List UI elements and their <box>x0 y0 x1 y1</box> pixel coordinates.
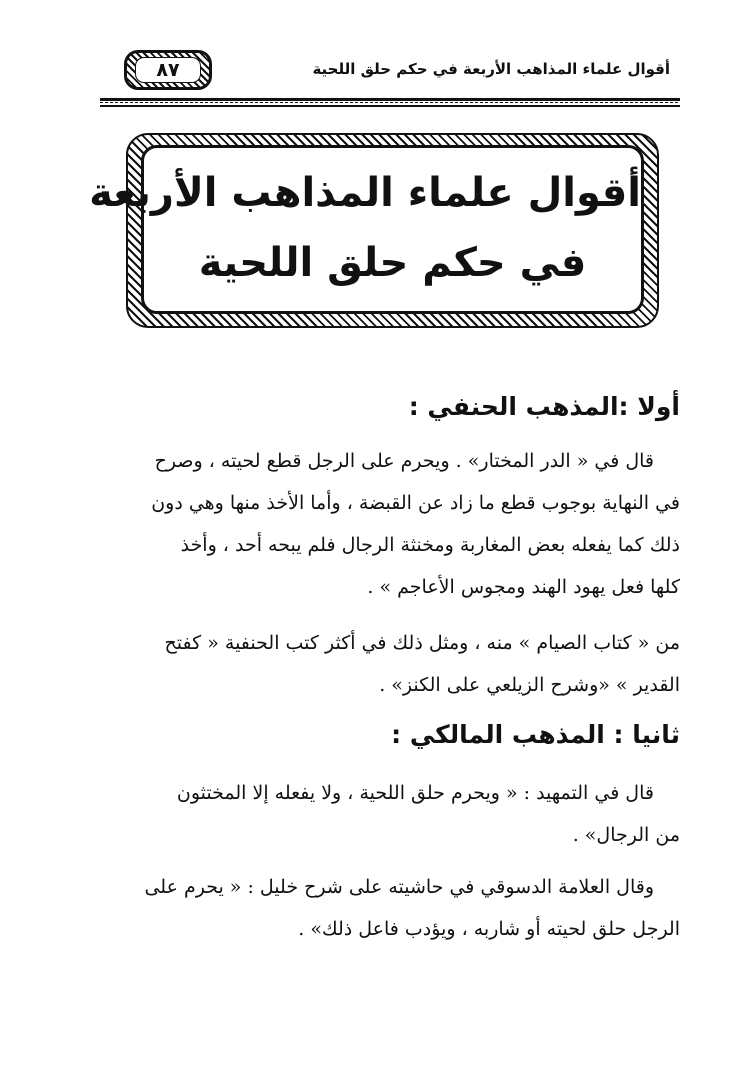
paragraph-line: كلها فعل يهود الهند ومجوس الأعاجم » . <box>367 576 680 598</box>
running-title: أقوال علماء المذاهب الأربعة في حكم حلق اللحية <box>312 60 670 78</box>
paragraph-hanafi-1 <box>70 440 680 608</box>
paragraph-line: ذلك كما يفعله بعض المغاربة ومخنثة الرجال فلم يبحه أحد ، وأخذ <box>180 534 680 556</box>
header-rule <box>100 98 680 107</box>
paragraph-line: قال في التمهيد : « ويحرم حلق اللحية ، ولا يفعله إلا المختثون <box>176 782 654 804</box>
page-number: ٨٧ <box>135 57 201 83</box>
running-header <box>100 48 680 98</box>
chapter-title-frame <box>89 133 659 328</box>
paragraph-maliki-1 <box>70 772 680 856</box>
paragraph-line: في النهاية بوجوب قطع ما زاد عن القبضة ، وأما الأخذ منها وهي دون <box>151 492 680 514</box>
chapter-title-line-2: في حكم حلق اللحية <box>198 240 587 286</box>
paragraph-line: وقال العلامة الدسوقي في حاشيته على شرح خليل : « يحرم على <box>144 876 654 898</box>
paragraph-line: من « كتاب الصيام » منه ، ومثل ذلك في أكثر كتب الحنفية « كفتح <box>164 632 680 654</box>
paragraph-line: قال في « الدر المختار» . ويحرم على الرجل قطع لحيته ، وصرح <box>154 450 654 472</box>
paragraph-line: الرجل حلق لحيته أو شاربه ، ويؤدب فاعل ذلك» . <box>298 918 680 940</box>
chapter-title-box <box>89 145 644 314</box>
section-heading-hanafi: أولا :المذهب الحنفي : <box>408 392 680 421</box>
paragraph-maliki-2 <box>70 866 680 950</box>
paragraph-line: القدير » «وشرح الزيلعي على الكنز» . <box>379 674 680 696</box>
paragraph-hanafi-2 <box>70 622 680 706</box>
page-number-badge <box>124 50 212 90</box>
chapter-title-line-1: أقوال علماء المذاهب الأربعة <box>89 170 641 216</box>
section-heading-maliki: ثانيا : المذهب المالكي : <box>391 720 680 749</box>
paragraph-line: من الرجال» . <box>572 824 680 846</box>
